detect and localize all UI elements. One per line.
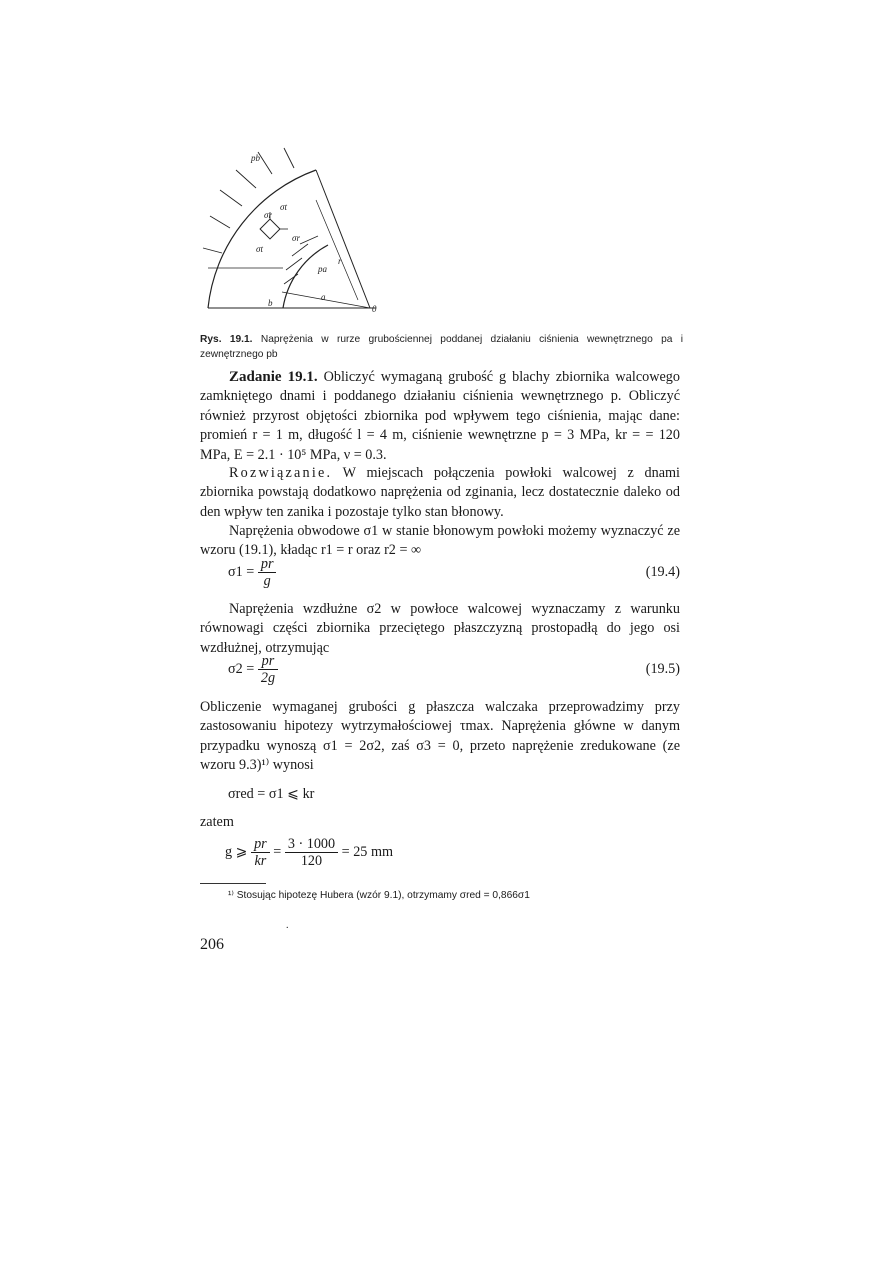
eq4-fraction-1: [251, 836, 270, 869]
eq4-numerator-1: pr: [251, 836, 270, 853]
label-sigma-t-side: σt: [256, 244, 263, 254]
label-sigma-r-top: σr: [264, 210, 272, 220]
caption-ref: Rys. 19.1.: [200, 334, 253, 345]
solution-paragraph: [200, 464, 680, 522]
eq4-equals: =: [273, 843, 282, 860]
eq4-numerator-2: 3 · 1000: [285, 836, 338, 853]
stray-dot: .: [286, 920, 289, 931]
eq4-result: = 25 mm: [341, 843, 394, 860]
eq1-numerator: pr: [258, 556, 277, 573]
paragraph-axial-stress: Naprężenia wzdłużne σ2 w powłoce walcowej wyznaczamy z warunku równowagi części zbiornika przeciętego płaszczyzną prostopadłą do jego osi wzdłużnej, otrzymując: [200, 601, 680, 656]
label-a: a: [321, 292, 326, 302]
footnote-rule: [200, 883, 266, 884]
eq4-denominator-2: 120: [300, 853, 323, 869]
label-o: 0: [372, 304, 377, 314]
eq2-fraction: [258, 653, 278, 686]
eq1-lhs: σ1 =: [228, 563, 255, 580]
equation-reduced-stress: σred = σ1 ⩽ kr: [228, 786, 315, 802]
label-sigma-r-side: σr: [292, 233, 300, 243]
eq4-lhs: g ⩾: [225, 843, 248, 860]
eq2-numerator: pr: [258, 653, 278, 670]
equation-number-19-4: (19.4): [645, 564, 680, 580]
eq2-denominator: 2g: [260, 670, 276, 686]
eq4-denominator-1: kr: [254, 853, 267, 869]
label-sigma-t-top: σt: [280, 202, 287, 212]
page-number: 206: [200, 936, 224, 953]
task-paragraph: [200, 368, 680, 465]
task-body: Obliczyć wymaganą grubość g blachy zbiornika walcowego zamkniętego dnami i poddanego działaniu ciśnienia wewnętrznego p. Obliczyć również przyrost objętości zbiornika pod wpływem tego ciśnienia, mając dane: promień r = 1 m, długość l = 4 m, ciśnienie wewnętrzne p = 3 MPa, kr = = 120 MPa, E = 2.1 · 10⁵ MPa, ν = 0.3.: [200, 369, 680, 463]
solution-text: W miejscach połączenia powłoki walcowej z dnami zbiornika powstają dodatkowo naprężenia od zginania, lecz dostatecznie daleko od den wpływ ten zanika i pozostaje tylko stan błonowy.: [200, 465, 680, 520]
label-pa: pa: [318, 264, 327, 274]
eq1-denominator: g: [263, 573, 271, 589]
task-title: Zadanie 19.1.: [229, 369, 318, 385]
label-b: b: [268, 298, 273, 308]
equation-thickness-result: [225, 836, 393, 869]
paragraph-thickness: Obliczenie wymaganej grubości g płaszcza walczaka przeprowadzimy przy zastosowaniu hipotezy wytrzymałościowej τmax. Naprężenia główne w danym przypadku wynoszą σ1 = 2σ2, zaś σ3 = 0, przeto naprężenie zredukowane (ze wzoru 9.3)¹⁾ wynosi: [200, 699, 680, 774]
label-pb: pb: [251, 153, 260, 163]
equation-19-5: [228, 653, 278, 686]
zatem-word: zatem: [200, 814, 234, 830]
eq2-lhs: σ2 =: [228, 660, 255, 677]
footnote: ¹⁾ Stosując hipotezę Hubera (wzór 9.1), otrzymamy σred = 0,866σ1: [228, 890, 530, 901]
paragraph-hoop-stress: Naprężenia obwodowe σ1 w stanie błonowym powłoki możemy wyznaczyć ze wzoru (19.1), kładąc r1 = r oraz r2 = ∞: [200, 523, 680, 559]
cylinder-stress-figure: [198, 140, 388, 320]
figure-caption: [200, 332, 683, 362]
eq1-fraction: [258, 556, 277, 589]
eq4-fraction-2: [285, 836, 338, 869]
caption-text: Naprężenia w rurze grubościennej poddanej działaniu ciśnienia wewnętrznego pa i zewnętrznego pb: [200, 334, 683, 360]
equation-number-19-5: (19.5): [645, 661, 680, 677]
equation-19-4: [228, 556, 276, 589]
label-r: r: [338, 256, 342, 266]
solution-label: Rozwiązanie.: [229, 465, 333, 481]
